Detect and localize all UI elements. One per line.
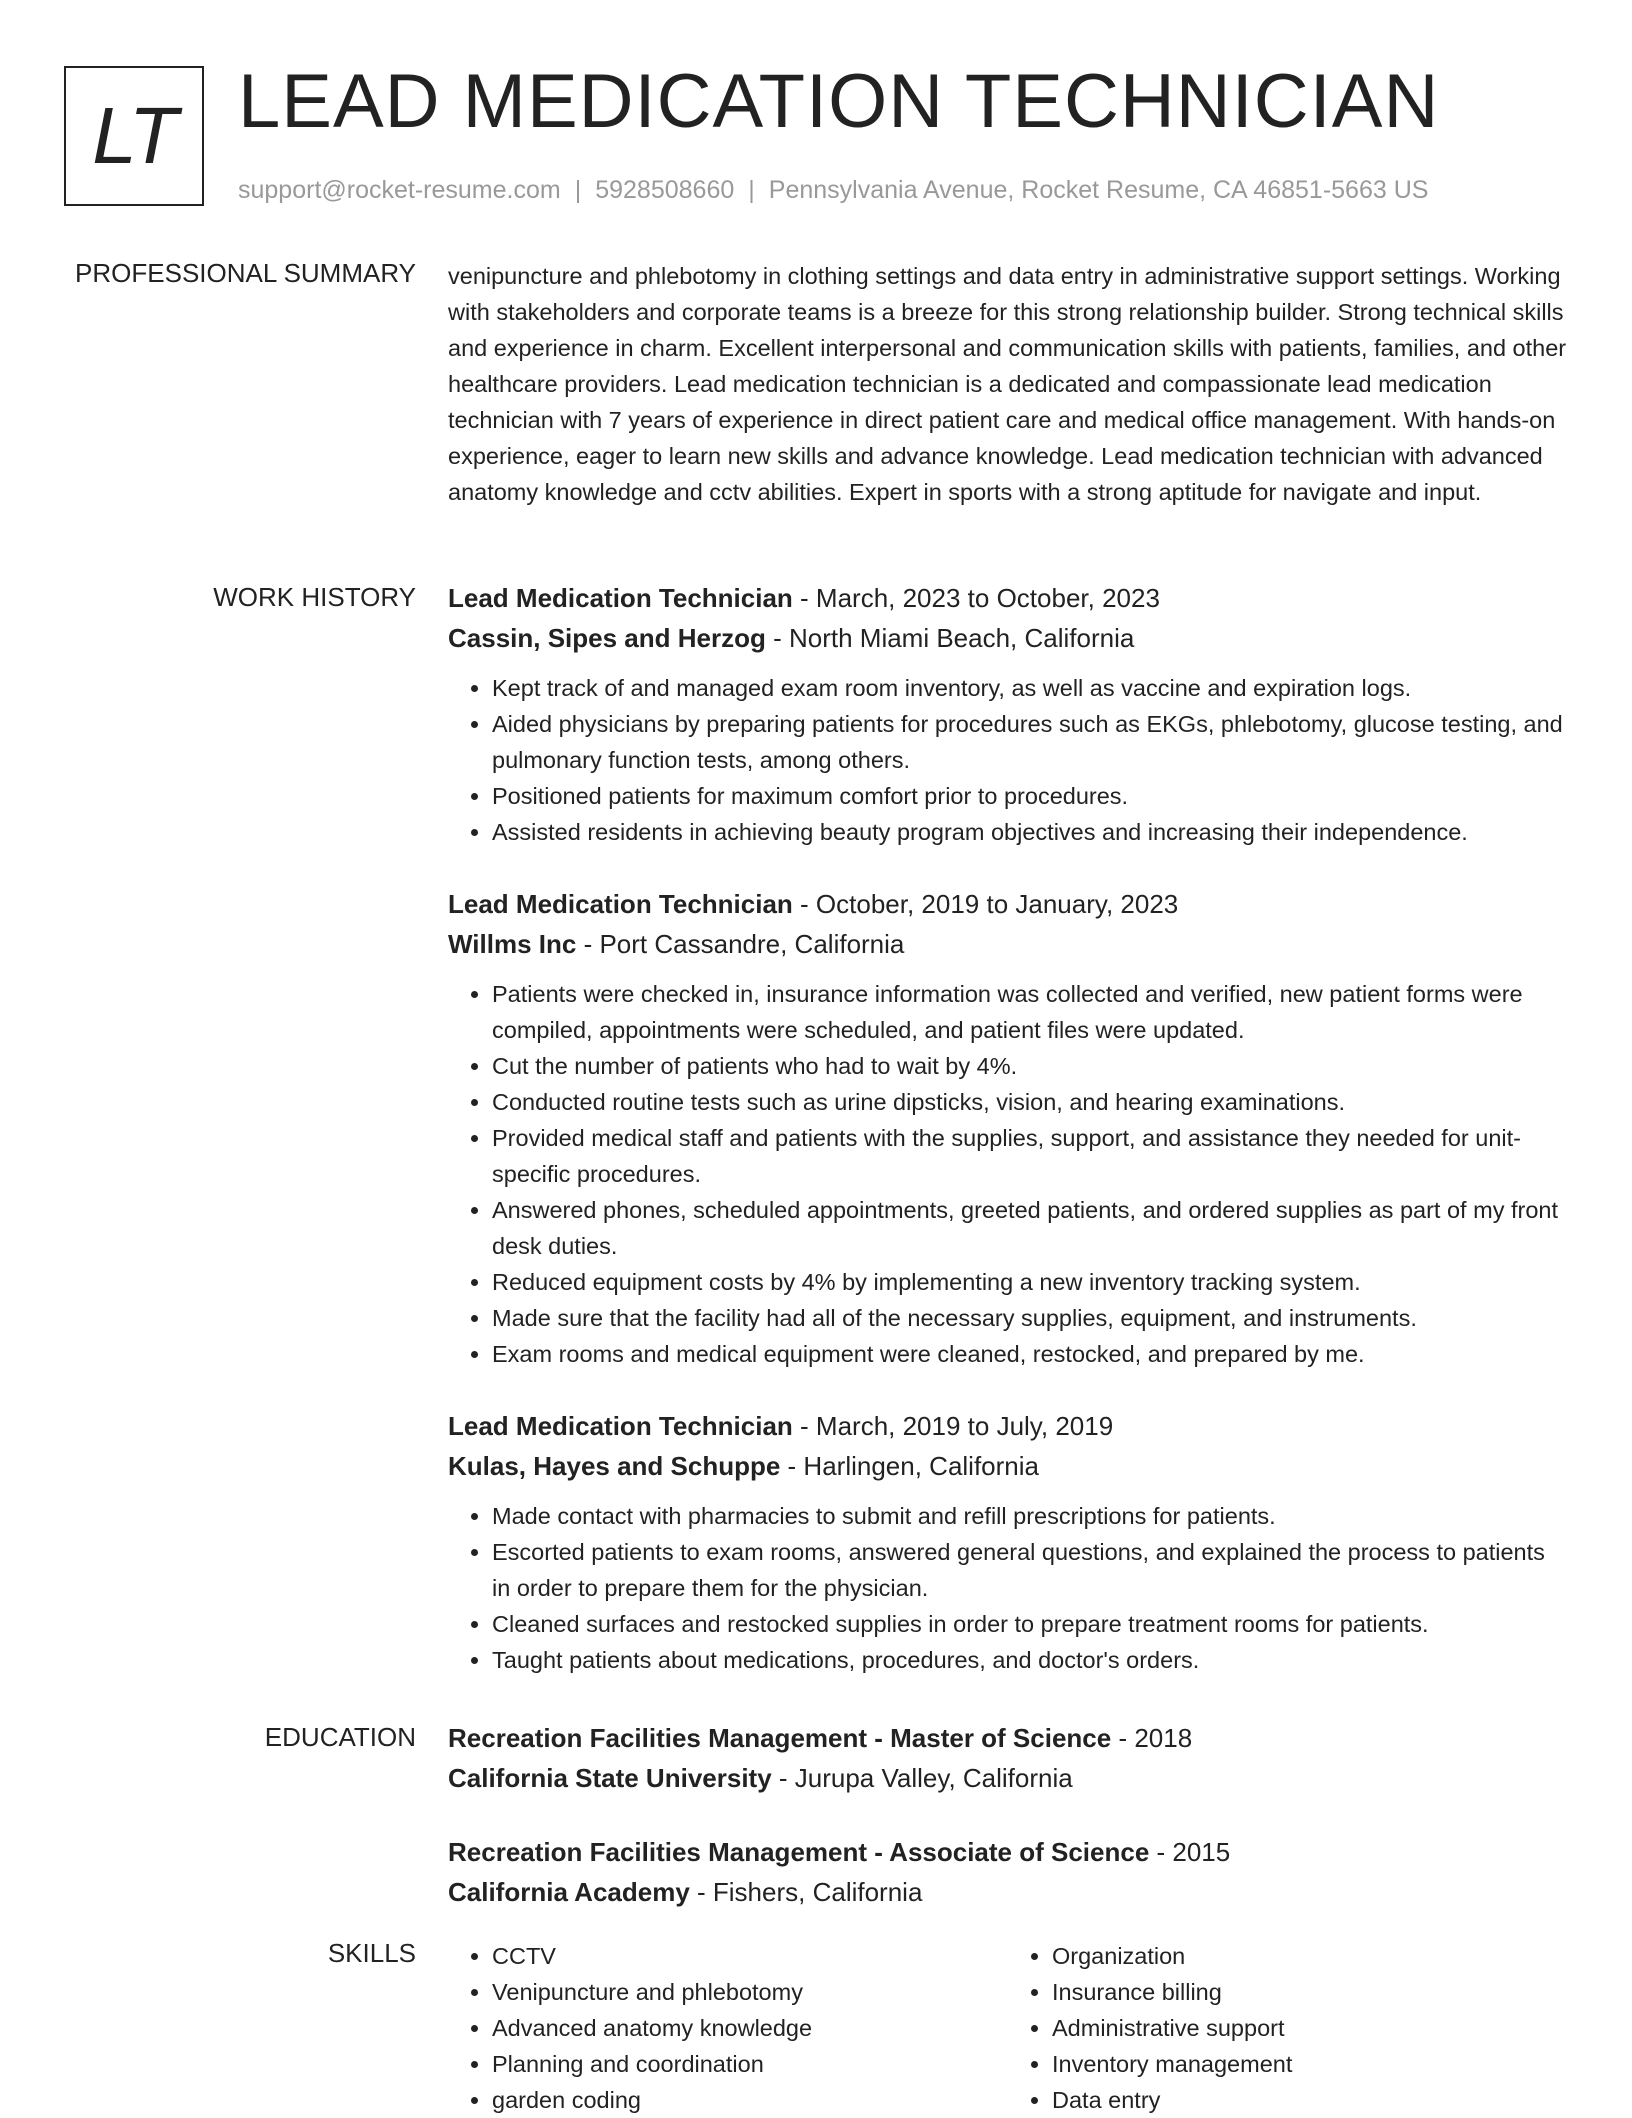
skill-item: • CCTV [492, 1938, 1008, 1974]
job-company-line [448, 618, 1568, 658]
degree-line [448, 1832, 1568, 1872]
list-item: • Made contact with pharmacies to submit and refill prescriptions for patients. [492, 1498, 1568, 1534]
degree: Recreation Facilities Management - Master of Science [448, 1723, 1112, 1753]
contact-separator: | [748, 176, 755, 204]
job-dates: - March, 2023 to October, 2023 [792, 583, 1160, 613]
skill-item: • Venipuncture and phlebotomy [492, 1974, 1008, 2010]
skills-list-left [448, 1938, 1008, 2118]
job-company: Kulas, Hayes and Schuppe [448, 1451, 781, 1481]
job-entry [448, 578, 1568, 850]
skill-item: • Inventory management [1052, 2046, 1568, 2082]
skills-columns [448, 1938, 1568, 2118]
job-title-line [448, 578, 1568, 618]
list-item: • Assisted residents in achieving beauty program objectives and increasing their independence. [492, 814, 1568, 850]
job-location: - Port Cassandre, California [576, 929, 905, 959]
skills-list-right [1008, 1938, 1568, 2118]
list-item: • Cut the number of patients who had to wait by 4%. [492, 1048, 1568, 1084]
list-item: • Made sure that the facility had all of the necessary supplies, equipment, and instruments. [492, 1300, 1568, 1336]
job-title-line [448, 884, 1568, 924]
list-item: • Reduced equipment costs by 4% by implementing a new inventory tracking system. [492, 1264, 1568, 1300]
school: California Academy [448, 1877, 690, 1907]
list-item: • Cleaned surfaces and restocked supplies in order to prepare treatment rooms for patients. [492, 1606, 1568, 1642]
job-company-line [448, 1446, 1568, 1486]
job-bullets [448, 976, 1568, 1372]
job-company-line [448, 924, 1568, 964]
list-item: • Escorted patients to exam rooms, answered general questions, and explained the process to patients in order to prepare them for the physician. [492, 1534, 1568, 1606]
job-title: Lead Medication Technician [448, 1411, 793, 1441]
job-title: Lead Medication Technician [448, 889, 793, 919]
list-item: • Positioned patients for maximum comfort prior to procedures. [492, 778, 1568, 814]
job-dates: - March, 2019 to July, 2019 [792, 1411, 1114, 1441]
graduation-year: - 2015 [1149, 1837, 1231, 1867]
contact-email[interactable]: support@rocket-resume.com [238, 176, 561, 204]
list-item: • Aided physicians by preparing patients for procedures such as EKGs, phlebotomy, glucose testing, and pulmonary function tests, among others. [492, 706, 1568, 778]
list-item: • Conducted routine tests such as urine dipsticks, vision, and hearing examinations. [492, 1084, 1568, 1120]
section-label: PROFESSIONAL SUMMARY [75, 258, 416, 288]
skill-item: • garden coding [492, 2082, 1008, 2118]
school-location: - Fishers, California [689, 1877, 923, 1907]
list-item: • Taught patients about medications, procedures, and doctor's orders. [492, 1642, 1568, 1678]
list-item: • Patients were checked in, insurance information was collected and verified, new patient forms were compiled, appointments were scheduled, and patient files were updated. [492, 976, 1568, 1048]
job-company: Willms Inc [448, 929, 577, 959]
contact-address: Pennsylvania Avenue, Rocket Resume, CA 46851-5663 US [768, 176, 1429, 204]
skill-item: • Data entry [1052, 2082, 1568, 2118]
monogram-logo: LT [64, 66, 204, 206]
school-location: - Jurupa Valley, California [771, 1763, 1073, 1793]
job-entry [448, 884, 1568, 1372]
education-entry [448, 1718, 1568, 1798]
degree-line [448, 1718, 1568, 1758]
education-entry [448, 1832, 1568, 1912]
job-location: - North Miami Beach, California [765, 623, 1135, 653]
page-title: LEAD MEDICATION TECHNICIAN [238, 59, 1440, 144]
job-company: Cassin, Sipes and Herzog [448, 623, 766, 653]
job-bullets [448, 1498, 1568, 1678]
list-item: • Provided medical staff and patients with the supplies, support, and assistance they needed for unit-specific procedures. [492, 1120, 1568, 1192]
list-item: • Answered phones, scheduled appointments, greeted patients, and ordered supplies as part of my front desk duties. [492, 1192, 1568, 1264]
skill-item: • Advanced anatomy knowledge [492, 2010, 1008, 2046]
graduation-year: - 2018 [1111, 1723, 1193, 1753]
skill-item: • Organization [1052, 1938, 1568, 1974]
school-line [448, 1758, 1568, 1798]
summary-text: venipuncture and phlebotomy in clothing settings and data entry in administrative support settings. Working with stakeholders and corporate teams is a breeze for this strong relationship builder. Strong technical skills and experience in charm. Excellent interpersonal and communication skills with patients, families, and other healthcare providers. Lead medication technician is a dedicated and compassionate lead medication technician with 7 years of experience in direct patient care and medical office management. With hands-on experience, eager to learn new skills and advance knowledge. Lead medication technician with advanced anatomy knowledge and cctv abilities. Expert in sports with a strong aptitude for navigate and input. [448, 263, 1567, 505]
contact-phone[interactable]: 5928508660 [595, 176, 735, 204]
job-title-line [448, 1406, 1568, 1446]
degree: Recreation Facilities Management - Associate of Science [448, 1837, 1150, 1867]
section-label: EDUCATION [264, 1722, 416, 1752]
school-line [448, 1872, 1568, 1912]
skill-item: • Insurance billing [1052, 1974, 1568, 2010]
section-label: SKILLS [327, 1938, 416, 1968]
section-label: WORK HISTORY [213, 582, 416, 612]
job-bullets [448, 670, 1568, 850]
list-item: • Exam rooms and medical equipment were cleaned, restocked, and prepared by me. [492, 1336, 1568, 1372]
job-location: - Harlingen, California [780, 1451, 1039, 1481]
job-entry [448, 1406, 1568, 1678]
school: California State University [448, 1763, 772, 1793]
contact-line [238, 176, 1428, 205]
job-title: Lead Medication Technician [448, 583, 793, 613]
skill-item: • Administrative support [1052, 2010, 1568, 2046]
list-item: • Kept track of and managed exam room inventory, as well as vaccine and expiration logs. [492, 670, 1568, 706]
job-dates: - October, 2019 to January, 2023 [792, 889, 1179, 919]
skill-item: • Planning and coordination [492, 2046, 1008, 2082]
contact-separator: | [574, 176, 582, 204]
